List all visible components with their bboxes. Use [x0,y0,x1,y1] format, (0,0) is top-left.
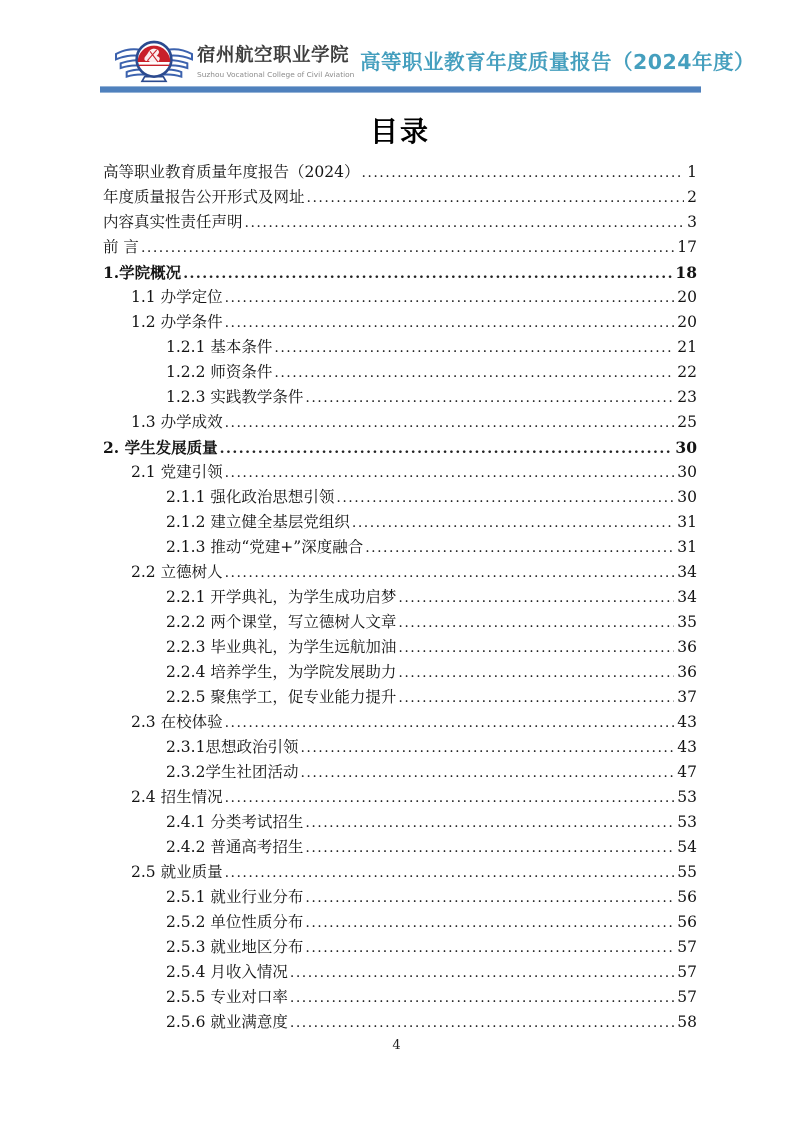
toc-entry-page-number: 1 [687,163,697,181]
toc-entry[interactable] [103,260,697,285]
toc-entry-label: 2.2.4 培养学生，为学院发展助力 [166,663,397,681]
toc-entry-page-number: 34 [677,563,697,581]
toc-entry-page-number: 22 [677,363,697,381]
toc-entry-label: 2.5.6 就业满意度 [166,1013,288,1031]
toc-entry-page-number: 17 [677,238,697,256]
toc-entry-page-number: 30 [675,438,697,457]
toc-entry-label: 2.3.1思想政治引领 [166,738,299,756]
toc-entry-label: 2.1.3 推动“党建+”深度融合 [166,538,364,556]
toc-entry-page-number: 57 [677,963,697,981]
toc-entry-label: 1.2.1 基本条件 [166,338,273,356]
college-brand [197,41,357,79]
header-divider [100,86,701,93]
toc-entry-label: 1.2.3 实践教学条件 [166,388,304,406]
college-wings-emblem-icon [114,33,194,87]
toc-entry-page-number: 53 [677,813,697,831]
toc-entry-page-number: 56 [677,913,697,931]
toc-entry-label: 2.3 在校体验 [131,713,223,731]
toc-dot-leader [305,936,674,961]
toc-entry-page-number: 43 [677,713,697,731]
toc-entry[interactable] [103,1010,697,1035]
toc-dot-leader [274,336,674,361]
toc-entry-page-number: 30 [677,488,697,506]
toc-entry-page-number: 20 [677,288,697,306]
toc-entry[interactable] [103,310,697,335]
toc-dot-leader [398,636,674,661]
toc-entry-page-number: 25 [677,413,697,431]
toc-entry-page-number: 31 [677,513,697,531]
toc-entry-label: 2.1.2 建立健全基层党组织 [166,513,350,531]
toc-entry-page-number: 57 [677,938,697,956]
toc-entry[interactable] [103,335,697,360]
toc-entry-page-number: 34 [677,588,697,606]
toc-entry[interactable] [103,810,697,835]
toc-entry-label: 2.2 立德树人 [131,563,223,581]
toc-entry[interactable] [103,385,697,410]
toc-dot-leader [305,911,674,936]
toc-entry[interactable] [103,735,697,760]
toc-dot-leader [225,786,675,811]
toc-dot-leader [274,361,674,386]
toc-dot-leader [300,761,674,786]
toc-dot-leader [365,536,674,561]
toc-entry-page-number: 36 [677,663,697,681]
report-title: 高等职业教育年度质量报告（2024年度） [360,50,756,74]
toc-dot-leader [305,811,674,836]
toc-entry[interactable] [103,710,697,735]
toc-dot-leader [305,836,674,861]
toc-entry-label: 前 言 [103,238,139,256]
page-footer [0,1038,793,1053]
toc-entry-page-number: 57 [677,988,697,1006]
toc-entry-page-number: 37 [677,688,697,706]
toc-entry[interactable] [103,760,697,785]
toc-entry[interactable] [103,435,697,460]
toc-dot-leader [290,961,674,986]
toc-entry-label: 1.2.2 师资条件 [166,363,273,381]
toc-entry[interactable] [103,835,697,860]
toc-entry[interactable] [103,585,697,610]
toc-dot-leader [398,686,674,711]
footer-page-number: 4 [392,1038,401,1053]
toc-entry[interactable] [103,560,697,585]
toc-entry-label: 年度质量报告公开形式及网址 [103,188,305,206]
toc-entry[interactable] [103,360,697,385]
toc-entry-label: 内容真实性责任声明 [103,213,243,231]
toc-entry-label: 1.1 办学定位 [131,288,223,306]
toc-dot-leader [225,311,675,336]
toc-dot-leader [183,262,672,287]
toc-dot-leader [220,437,673,462]
toc-entry[interactable] [103,410,697,435]
college-name: 宿州航空职业学院 [197,45,350,66]
toc-dot-leader [225,461,675,486]
toc-entry-page-number: 54 [677,838,697,856]
toc-dot-leader [290,986,674,1011]
toc-dot-leader [305,386,674,411]
toc-dot-leader [225,561,675,586]
toc-entry-page-number: 47 [677,763,697,781]
table-of-contents [103,110,697,1035]
toc-dot-leader [398,611,674,636]
toc-entry[interactable] [103,185,697,210]
toc-entry[interactable] [103,460,697,485]
toc-entry-page-number: 20 [677,313,697,331]
toc-entry[interactable] [103,210,697,235]
toc-entry[interactable] [103,285,697,310]
toc-entry-page-number: 2 [687,188,697,206]
toc-entry[interactable] [103,160,697,185]
toc-dot-leader [245,211,685,236]
toc-entry-page-number: 53 [677,788,697,806]
toc-entry-label: 2.5.4 月收入情况 [166,963,288,981]
toc-entry[interactable] [103,610,697,635]
toc-entry[interactable] [103,860,697,885]
toc-entry[interactable] [103,635,697,660]
toc-entry-page-number: 18 [675,263,697,282]
toc-entry[interactable] [103,785,697,810]
toc-entry[interactable] [103,885,697,910]
toc-entry-page-number: 3 [687,213,697,231]
toc-dot-leader [225,711,675,736]
toc-entry-page-number: 23 [677,388,697,406]
toc-entry-label: 1.学院概况 [103,263,182,282]
toc-entry[interactable] [103,910,697,935]
toc-dot-leader [290,1011,674,1036]
toc-entry-label: 2.5.1 就业行业分布 [166,888,304,906]
toc-dot-leader [307,186,685,211]
toc-entry-label: 2.4 招生情况 [131,788,223,806]
toc-entry[interactable] [103,960,697,985]
toc-dot-leader [225,861,675,886]
toc-entry-page-number: 31 [677,538,697,556]
toc-entry-label: 2.1 党建引领 [131,463,223,481]
toc-entry-label: 2.5 就业质量 [131,863,223,881]
toc-entry[interactable] [103,660,697,685]
toc-entry-page-number: 58 [677,1013,697,1031]
toc-list [103,160,697,1035]
toc-entry-label: 2.4.2 普通高考招生 [166,838,304,856]
toc-entry-label: 1.2 办学条件 [131,313,223,331]
toc-entry[interactable] [103,485,697,510]
toc-entry-label: 2.2.2 两个课堂，写立德树人文章 [166,613,397,631]
toc-entry-label: 2.4.1 分类考试招生 [166,813,304,831]
toc-entry-label: 2.1.1 强化政治思想引领 [166,488,335,506]
toc-entry-label: 2.5.2 单位性质分布 [166,913,304,931]
toc-entry[interactable] [103,685,697,710]
toc-entry-page-number: 30 [677,463,697,481]
toc-entry-label: 2.5.5 专业对口率 [166,988,288,1006]
toc-title: 目录 [369,115,430,148]
toc-dot-leader [398,586,674,611]
toc-entry-label: 2.2.5 聚焦学工，促专业能力提升 [166,688,397,706]
toc-entry-label: 2.2.1 开学典礼，为学生成功启梦 [166,588,397,606]
toc-dot-leader [141,236,674,261]
toc-entry-label: 2.3.2学生社团活动 [166,763,299,781]
toc-entry-label: 2. 学生发展质量 [103,438,218,457]
toc-dot-leader [300,736,674,761]
toc-entry-label: 2.2.3 毕业典礼，为学生远航加油 [166,638,397,656]
toc-entry-page-number: 35 [677,613,697,631]
toc-dot-leader [305,886,674,911]
toc-dot-leader [352,511,674,536]
toc-entry-page-number: 36 [677,638,697,656]
toc-entry-page-number: 56 [677,888,697,906]
toc-entry[interactable] [103,535,697,560]
toc-entry-label: 2.5.3 就业地区分布 [166,938,304,956]
toc-entry-label: 高等职业教育质量年度报告（2024） [103,163,360,181]
toc-entry-page-number: 43 [677,738,697,756]
toc-entry-page-number: 55 [677,863,697,881]
toc-entry[interactable] [103,235,697,260]
page-header [0,0,793,100]
toc-dot-leader [225,286,675,311]
toc-entry[interactable] [103,985,697,1010]
toc-dot-leader [398,661,674,686]
college-name-english: Suzhou Vocational College of Civil Aviation [197,70,355,79]
toc-entry-page-number: 21 [677,338,697,356]
toc-dot-leader [225,411,675,436]
toc-entry[interactable] [103,935,697,960]
toc-entry[interactable] [103,510,697,535]
toc-dot-leader [361,161,684,186]
toc-dot-leader [336,486,674,511]
toc-entry-label: 1.3 办学成效 [131,413,223,431]
